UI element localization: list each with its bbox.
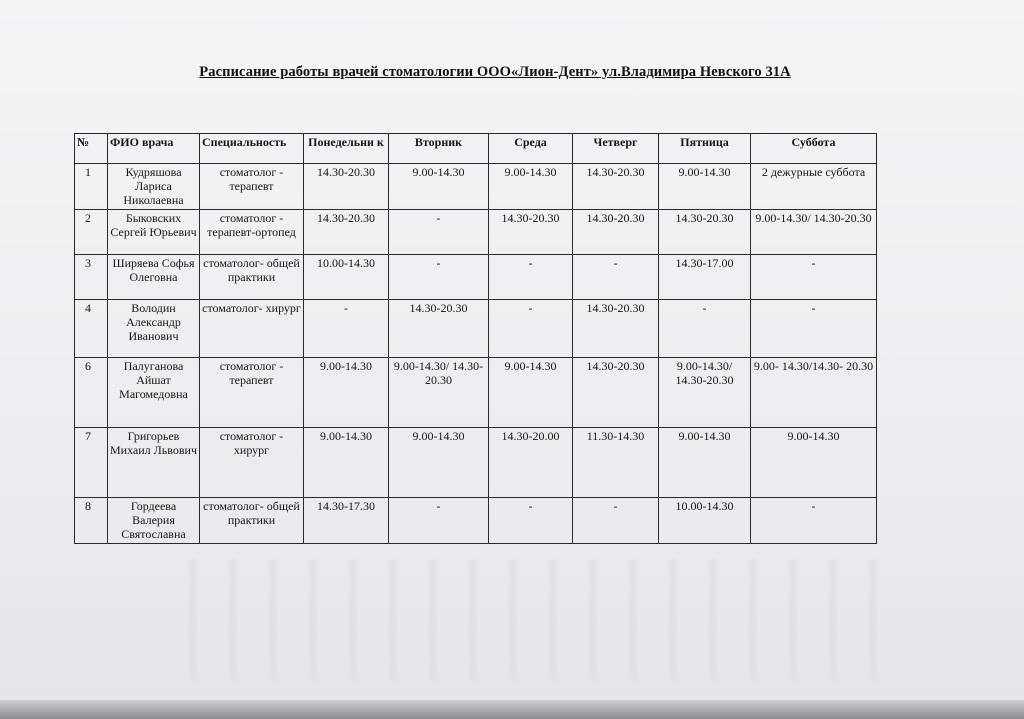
saturday-hours: 2 дежурные суббота xyxy=(751,164,877,210)
tuesday-hours: - xyxy=(389,255,489,300)
saturday-hours: - xyxy=(751,255,877,300)
thursday-hours: 14.30-20.30 xyxy=(573,358,659,428)
thursday-hours: - xyxy=(573,255,659,300)
show-through-print xyxy=(190,560,890,680)
saturday-hours: 9.00-14.30 xyxy=(751,428,877,498)
wednesday-hours: 14.30-20.30 xyxy=(489,210,573,255)
tuesday-hours: - xyxy=(389,498,489,544)
tuesday-hours: 9.00-14.30/ 14.30-20.30 xyxy=(389,358,489,428)
doctor-name: Гордеева Валерия Святославна xyxy=(108,498,200,544)
doctor-specialty: стоматолог- общей практики xyxy=(200,255,304,300)
doctor-specialty: стоматолог - терапевт xyxy=(200,358,304,428)
row-num: 6 xyxy=(75,358,108,428)
table-row xyxy=(75,255,877,300)
row-num: 4 xyxy=(75,300,108,358)
tuesday-hours: - xyxy=(389,210,489,255)
thursday-hours: 11.30-14.30 xyxy=(573,428,659,498)
monday-hours: 10.00-14.30 xyxy=(304,255,389,300)
row-num: 7 xyxy=(75,428,108,498)
saturday-hours: - xyxy=(751,498,877,544)
header-thursday: Четверг xyxy=(573,134,659,164)
monday-hours: 9.00-14.30 xyxy=(304,358,389,428)
header-tuesday: Вторник xyxy=(389,134,489,164)
thursday-hours: 14.30-20.30 xyxy=(573,210,659,255)
desk-background xyxy=(0,700,1024,719)
header-monday: Понедельни к xyxy=(304,134,389,164)
doctor-specialty: стоматолог- хирург xyxy=(200,300,304,358)
row-num: 2 xyxy=(75,210,108,255)
thursday-hours: 14.30-20.30 xyxy=(573,164,659,210)
wednesday-hours: - xyxy=(489,498,573,544)
page-title: Расписание работы врачей стоматологии ООО«Лион-Дент» ул.Владимира Невского 31А xyxy=(199,64,791,80)
doctor-name: Володин Александр Иванович xyxy=(108,300,200,358)
monday-hours: 14.30-20.30 xyxy=(304,210,389,255)
doctor-specialty: стоматолог - хирург xyxy=(200,428,304,498)
thursday-hours: - xyxy=(573,498,659,544)
doctor-name: Ширяева Софья Олеговна xyxy=(108,255,200,300)
friday-hours: 10.00-14.30 xyxy=(659,498,751,544)
table-row xyxy=(75,498,877,544)
table-row xyxy=(75,300,877,358)
header-saturday: Суббота xyxy=(751,134,877,164)
wednesday-hours: 9.00-14.30 xyxy=(489,358,573,428)
monday-hours: 14.30-20.30 xyxy=(304,164,389,210)
saturday-hours: - xyxy=(751,300,877,358)
thursday-hours: 14.30-20.30 xyxy=(573,300,659,358)
tuesday-hours: 14.30-20.30 xyxy=(389,300,489,358)
friday-hours: 9.00-14.30/ 14.30-20.30 xyxy=(659,358,751,428)
doctor-name: Григорьев Михаил Львович xyxy=(108,428,200,498)
doctor-specialty: стоматолог- общей практики xyxy=(200,498,304,544)
row-num: 8 xyxy=(75,498,108,544)
friday-hours: 14.30-17.00 xyxy=(659,255,751,300)
header-friday: Пятница xyxy=(659,134,751,164)
friday-hours: 14.30-20.30 xyxy=(659,210,751,255)
wednesday-hours: - xyxy=(489,255,573,300)
header-specialty: Специальность xyxy=(200,134,304,164)
doctor-specialty: стоматолог - терапевт xyxy=(200,164,304,210)
wednesday-hours: 14.30-20.00 xyxy=(489,428,573,498)
row-num: 3 xyxy=(75,255,108,300)
doctor-name: Кудряшова Лариса Николаевна xyxy=(108,164,200,210)
row-num: 1 xyxy=(75,164,108,210)
saturday-hours: 9.00-14.30/ 14.30-20.30 xyxy=(751,210,877,255)
monday-hours: 9.00-14.30 xyxy=(304,428,389,498)
friday-hours: - xyxy=(659,300,751,358)
friday-hours: 9.00-14.30 xyxy=(659,428,751,498)
tuesday-hours: 9.00-14.30 xyxy=(389,428,489,498)
monday-hours: - xyxy=(304,300,389,358)
friday-hours: 9.00-14.30 xyxy=(659,164,751,210)
header-wednesday: Среда xyxy=(489,134,573,164)
header-num: № xyxy=(75,134,108,164)
table-row xyxy=(75,210,877,255)
header-name: ФИО врача xyxy=(108,134,200,164)
tuesday-hours: 9.00-14.30 xyxy=(389,164,489,210)
saturday-hours: 9.00- 14.30/14.30- 20.30 xyxy=(751,358,877,428)
table-row xyxy=(75,428,877,498)
wednesday-hours: - xyxy=(489,300,573,358)
doctor-name: Палуганова Айшат Магомедовна xyxy=(108,358,200,428)
table-row xyxy=(75,358,877,428)
doctor-specialty: стоматолог - терапевт-ортопед xyxy=(200,210,304,255)
schedule-table xyxy=(74,133,877,544)
monday-hours: 14.30-17.30 xyxy=(304,498,389,544)
header-row xyxy=(75,134,877,164)
doctor-name: Быковских Сергей Юрьевич xyxy=(108,210,200,255)
table-row xyxy=(75,164,877,210)
wednesday-hours: 9.00-14.30 xyxy=(489,164,573,210)
